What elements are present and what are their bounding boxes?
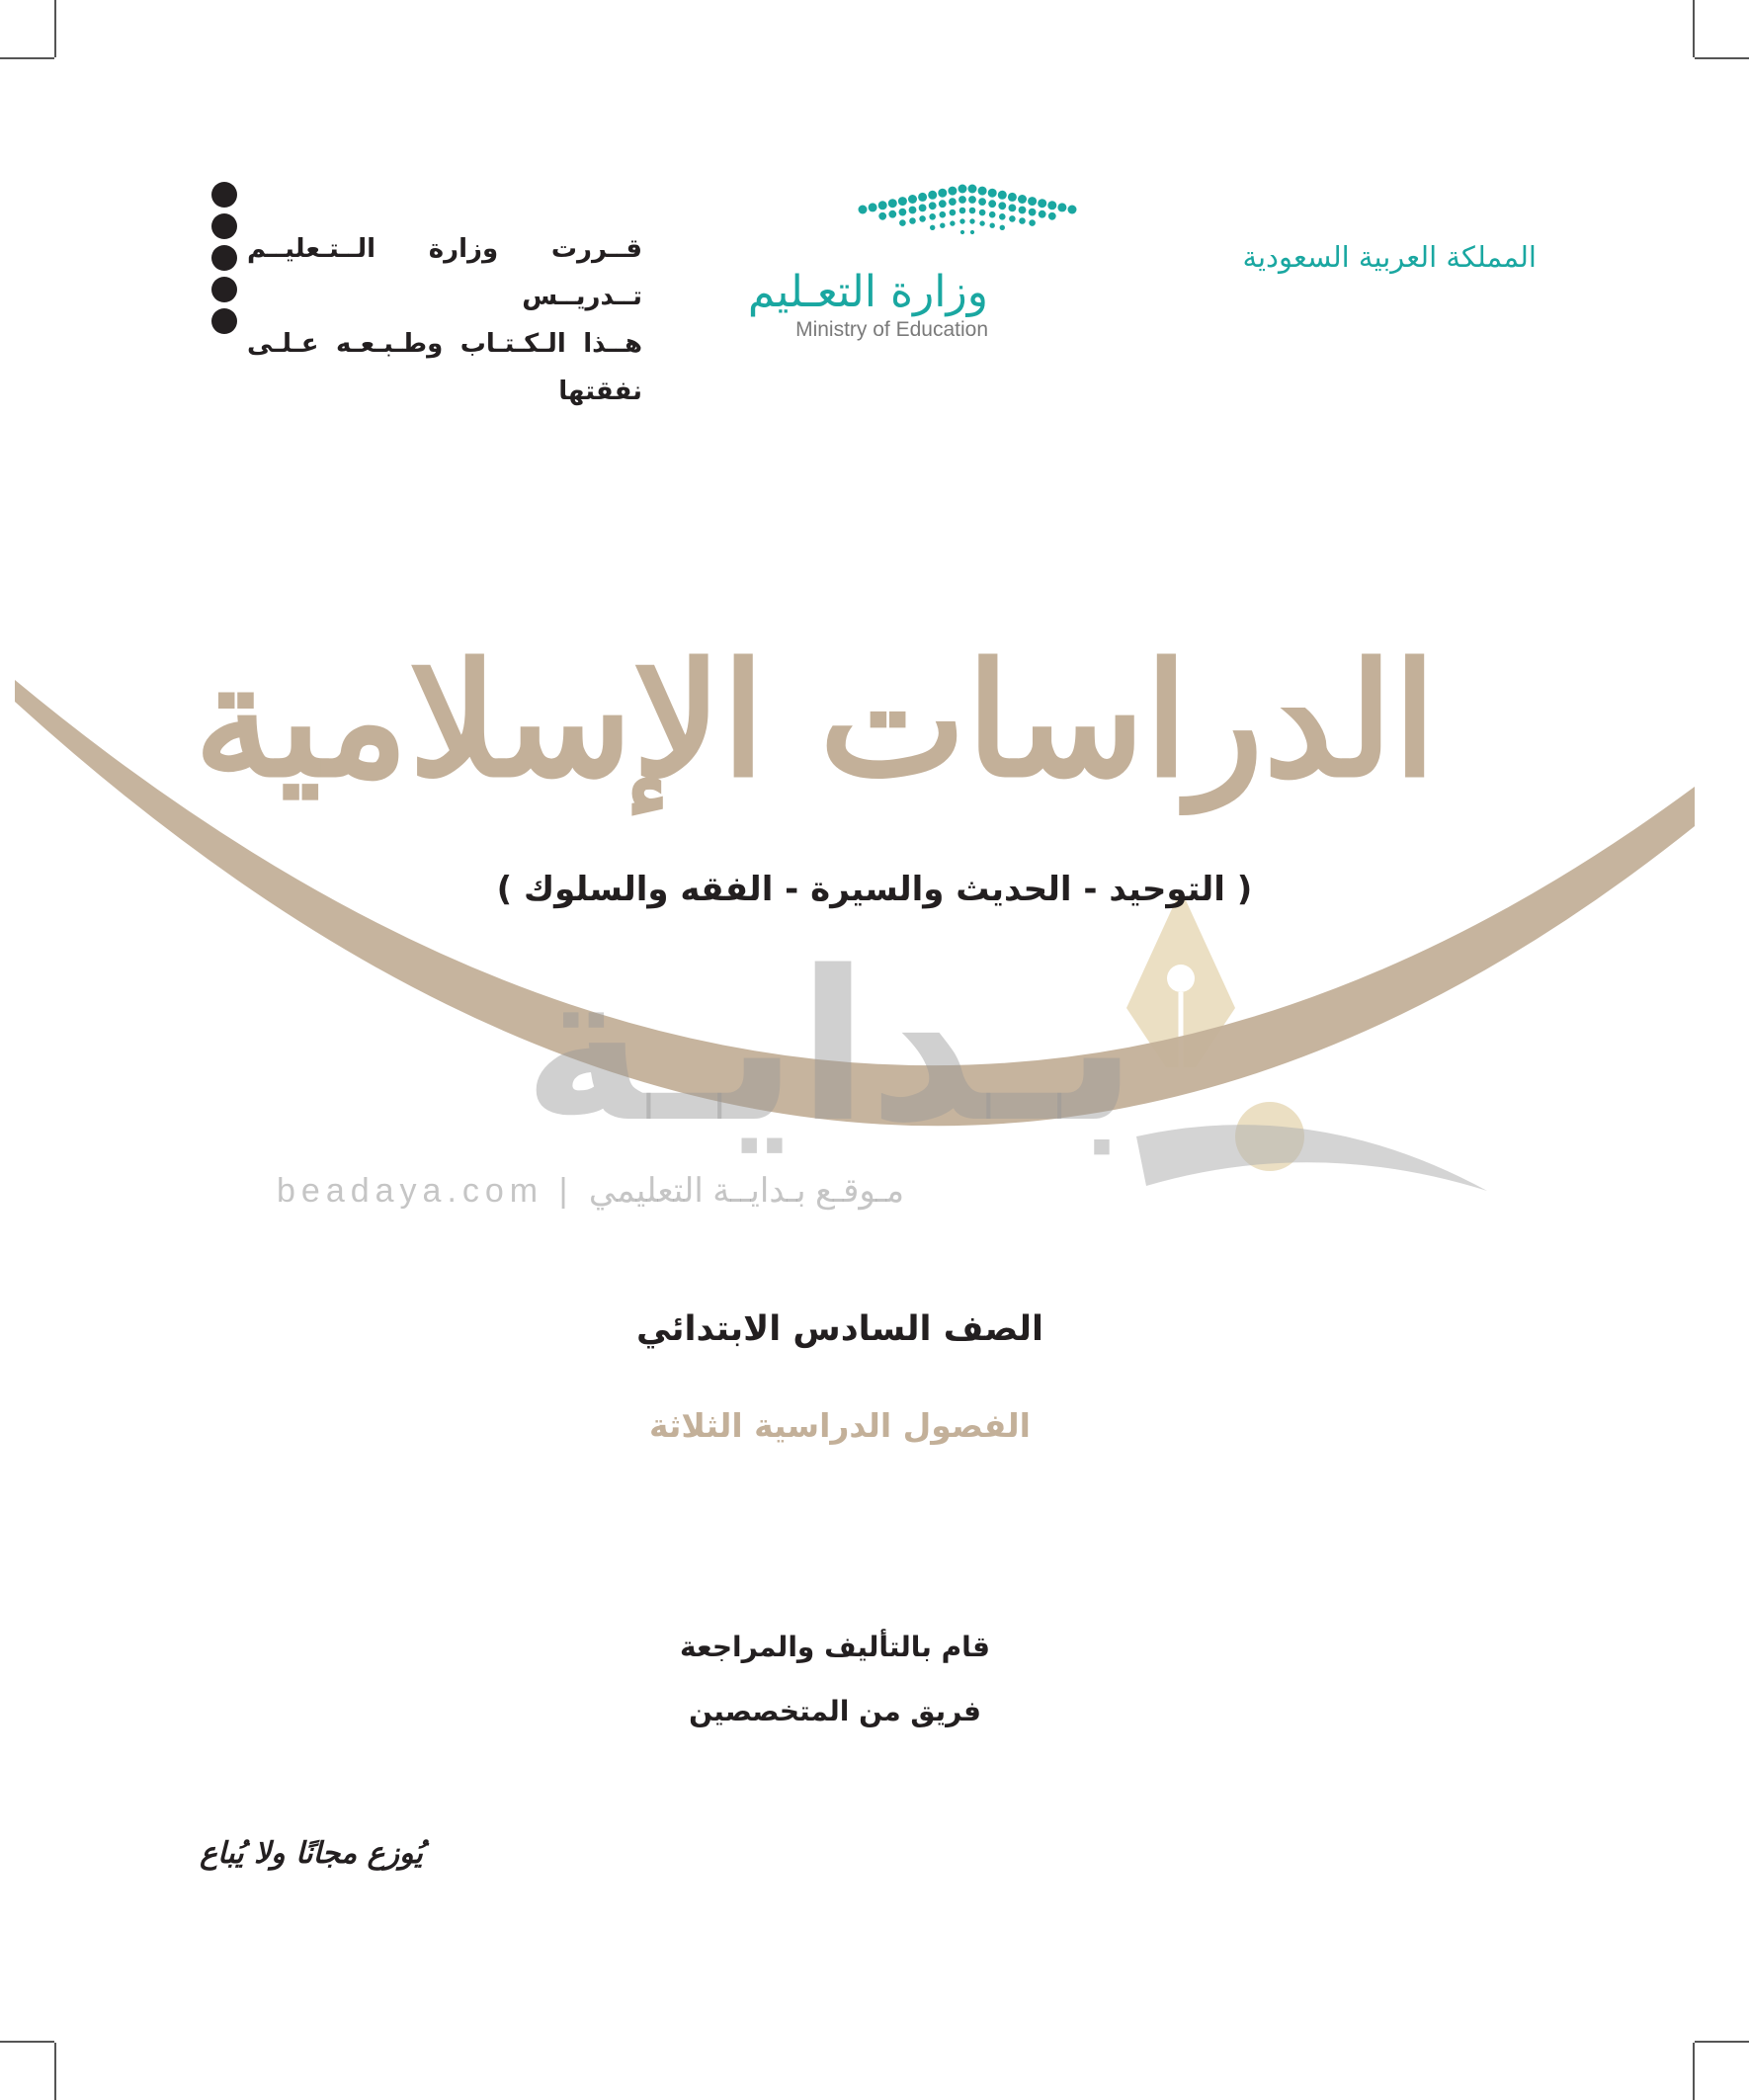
logo-dot: [1047, 201, 1056, 210]
logo-dot: [969, 208, 976, 214]
logo-dot: [970, 230, 974, 234]
logo-dot: [1039, 210, 1046, 218]
logo-dot: [918, 193, 927, 202]
logo-dot: [988, 189, 997, 198]
logo-dot: [1038, 199, 1046, 208]
logo-dot: [859, 206, 868, 214]
decree-line-1: قــررت وزارة الــتـعليــم تــدريــس: [247, 234, 642, 311]
logo-dot: [998, 191, 1007, 200]
logo-dot: [968, 196, 976, 204]
logo-dot: [968, 185, 977, 194]
logo-dot: [909, 207, 917, 214]
logo-dot: [998, 202, 1006, 210]
book-title: الدراسات الإسلامية: [194, 630, 1437, 812]
logo-dot: [1048, 212, 1056, 220]
logo-dot: [940, 211, 947, 218]
logo-dot: [878, 212, 886, 220]
logo-dot: [958, 185, 967, 194]
watermark-site: beadaya.com | مـوقـع بـدايــة التعليمي: [277, 1172, 905, 1210]
logo-dot: [958, 196, 966, 204]
logo-dot: [979, 210, 986, 216]
logo-dot: [1009, 215, 1016, 222]
logo-dot: [1009, 205, 1017, 212]
ministry-dot-logo-icon: [859, 185, 1077, 235]
ministry-name-arabic: وزارة التعـليم: [747, 267, 988, 317]
country-name: المملكة العربية السعودية: [1242, 240, 1537, 274]
logo-dot: [869, 203, 877, 211]
logo-dot: [1057, 203, 1066, 211]
book-subtitle: ( التوحيد - الحديث والسيرة - الفقه والسلوك ): [496, 870, 1253, 909]
logo-dot: [929, 213, 936, 220]
logo-dot: [999, 213, 1006, 220]
logo-dot: [989, 211, 996, 218]
logo-dot: [979, 220, 984, 225]
logo-dot: [919, 215, 926, 222]
logo-dot: [948, 187, 957, 196]
logo-dot: [1029, 209, 1037, 216]
logo-dot: [1028, 197, 1037, 206]
logo-dot: [1008, 193, 1017, 202]
decree-text: [247, 225, 642, 415]
logo-dot: [930, 225, 935, 230]
ministry-name-english: Ministry of Education: [795, 318, 988, 341]
logo-dot: [908, 195, 917, 204]
logo-dot: [1068, 206, 1077, 214]
dots-column-icon: [211, 182, 241, 340]
logo-dot: [1019, 217, 1026, 224]
logo-dot: [899, 209, 907, 216]
logo-dot: [919, 205, 927, 212]
logo-dot: [1018, 195, 1027, 204]
logo-dot: [950, 210, 957, 216]
authors-line-2: فريق من المتخصصين: [689, 1695, 981, 1727]
logo-dot: [929, 202, 937, 210]
logo-dot: [938, 189, 947, 198]
logo-dot: [939, 200, 947, 208]
free-distribution-note: يُوزع مجانًا ولا يُباع: [200, 1836, 423, 1871]
logo-dot: [978, 187, 987, 196]
logo-dot: [969, 218, 974, 223]
logo-dot: [898, 197, 907, 206]
logo-dot: [1029, 219, 1036, 226]
watermark-brand: بـدايـة: [523, 926, 1137, 1168]
logo-dot: [978, 198, 986, 206]
grade-label: الصف السادس الابتدائي: [635, 1309, 1044, 1349]
logo-dot: [878, 201, 887, 210]
logo-dot: [888, 199, 897, 208]
logo-dot: [888, 210, 896, 218]
logo-dot: [959, 218, 964, 223]
logo-dot: [928, 191, 937, 200]
logo-dot: [990, 223, 995, 228]
logo-dot: [899, 219, 906, 226]
logo-dot: [940, 223, 945, 228]
logo-dot: [988, 200, 996, 208]
logo-dot: [909, 217, 916, 224]
authors-line-1: قام بالتأليف والمراجعة: [680, 1631, 990, 1663]
decree-line-2: هــذا الـكـتـاب وطـبـعـه عـلـى نفقتها: [247, 329, 642, 406]
logo-dot: [1019, 207, 1027, 214]
logo-dot: [1000, 225, 1005, 230]
logo-dot: [960, 230, 964, 234]
logo-dot: [959, 208, 966, 214]
logo-dot: [949, 198, 957, 206]
terms-label: الفصول الدراسية الثلاثة: [649, 1406, 1031, 1445]
logo-dot: [950, 220, 955, 225]
